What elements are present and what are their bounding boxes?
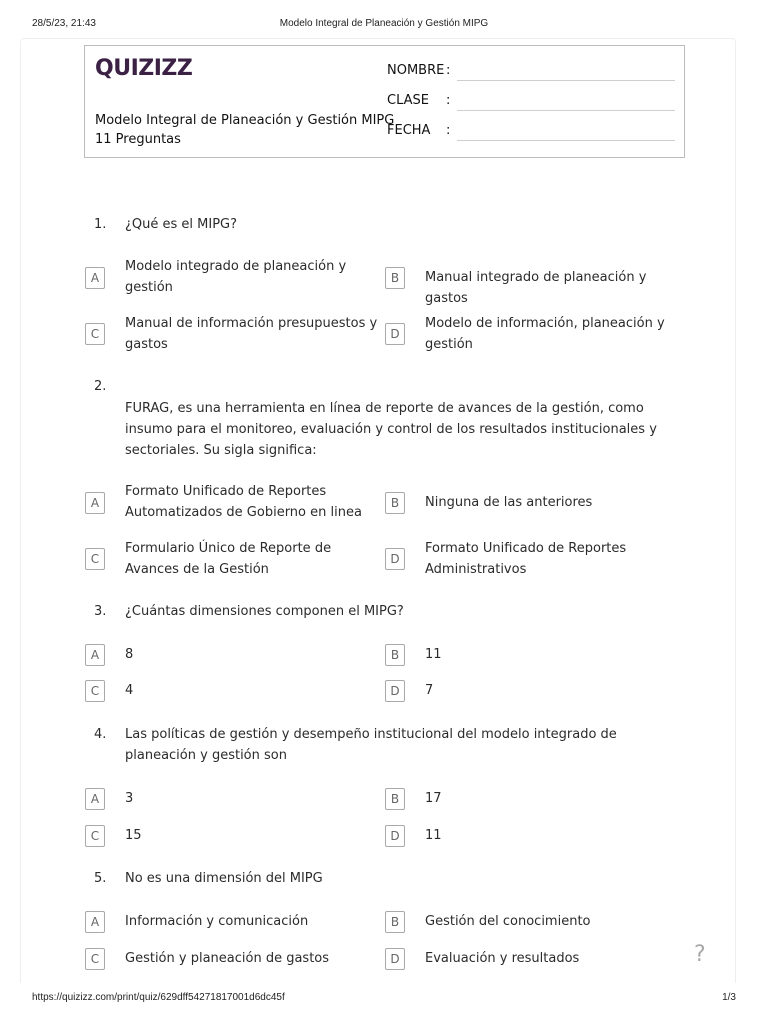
option-letter: D	[385, 825, 405, 847]
option-letter: D	[385, 323, 405, 345]
name-colon: :	[446, 63, 451, 78]
option-letter: A	[85, 788, 105, 810]
option-letter: C	[85, 323, 105, 345]
option-text: Formato Unificado de Reportes Administrativos	[425, 541, 627, 577]
question-number: 1.	[94, 217, 107, 232]
option-letter: A	[85, 492, 105, 514]
date-field	[387, 123, 677, 143]
option-letter: B	[385, 644, 405, 666]
option-letter: C	[85, 825, 105, 847]
option-letter: D	[385, 548, 405, 570]
option-letter: C	[85, 548, 105, 570]
question-number: 3.	[94, 604, 107, 619]
quiz-header-box	[84, 45, 685, 158]
question-text: No es una dimensión del MIPG	[125, 871, 323, 886]
option-letter: A	[85, 267, 105, 289]
name-field	[387, 63, 677, 83]
page-number: 1/3	[722, 992, 736, 1003]
date-line	[457, 140, 675, 141]
option-text: 4	[125, 683, 134, 698]
option-text: 11	[425, 828, 442, 843]
name-line	[457, 80, 675, 81]
name-label: NOMBRE	[387, 63, 445, 78]
option-letter: B	[385, 788, 405, 810]
option-text: Evaluación y resultados	[425, 951, 580, 966]
print-date: 28/5/23, 21:43	[32, 18, 96, 29]
class-field	[387, 93, 677, 113]
option-letter: B	[385, 911, 405, 933]
date-label: FECHA	[387, 123, 431, 138]
option-letter: A	[85, 911, 105, 933]
option-text: 8	[125, 647, 134, 662]
option-letter: B	[385, 267, 405, 289]
class-label: CLASE	[387, 93, 429, 108]
print-url: https://quizizz.com/print/quiz/629dff54271817001d6dc45f	[32, 992, 285, 1003]
question-number: 5.	[94, 871, 107, 886]
option-text: Información y comunicación	[125, 914, 309, 929]
option-letter: D	[385, 948, 405, 970]
question-text: Las políticas de gestión y desempeño institucional del modelo integrado de planeación y gestión son	[125, 727, 617, 763]
option-text: 3	[125, 791, 134, 806]
question-count: 11 Preguntas	[95, 132, 181, 147]
option-text: Manual de información presupuestos y gastos	[125, 316, 378, 352]
question-text: ¿Cuántas dimensiones componen el MIPG?	[125, 604, 404, 619]
print-header	[0, 18, 768, 32]
option-letter: A	[85, 644, 105, 666]
help-icon[interactable]: ?	[694, 942, 706, 967]
date-colon: :	[446, 123, 451, 138]
option-text: Gestión del conocimiento	[425, 914, 591, 929]
question-text: FURAG, es una herramienta en línea de reporte de avances de la gestión, como insumo para el monitoreo, evaluación y control de los resultados institucionales y sectoriales. Su sigla significa:	[125, 401, 657, 458]
option-text: 15	[125, 828, 142, 843]
option-text: 11	[425, 647, 442, 662]
class-colon: :	[446, 93, 451, 108]
quiz-title: Modelo Integral de Planeación y Gestión MIPG	[95, 113, 395, 128]
option-letter: B	[385, 492, 405, 514]
option-text: Modelo integrado de planeación y gestión	[125, 259, 347, 295]
option-text: Manual integrado de planeación y gastos	[425, 270, 647, 306]
option-text: Modelo de información, planeación y gestión	[425, 316, 665, 352]
question-text: ¿Qué es el MIPG?	[125, 217, 238, 232]
option-text: 7	[425, 683, 434, 698]
quizizz-logo: QUIZIZZ	[95, 56, 193, 81]
option-text: Formato Unificado de Reportes Automatizados de Gobierno en linea	[125, 484, 362, 520]
class-line	[457, 110, 675, 111]
option-text: Formulario Único de Reporte de Avances de la Gestión	[125, 541, 332, 577]
option-letter: C	[85, 948, 105, 970]
print-title: Modelo Integral de Planeación y Gestión MIPG	[279, 18, 489, 29]
option-letter: D	[385, 680, 405, 702]
question-number: 2.	[94, 379, 107, 394]
option-text: Ninguna de las anteriores	[425, 495, 593, 510]
option-text: Gestión y planeación de gastos	[125, 951, 330, 966]
option-letter: C	[85, 680, 105, 702]
option-text: 17	[425, 791, 442, 806]
question-number: 4.	[94, 727, 107, 742]
